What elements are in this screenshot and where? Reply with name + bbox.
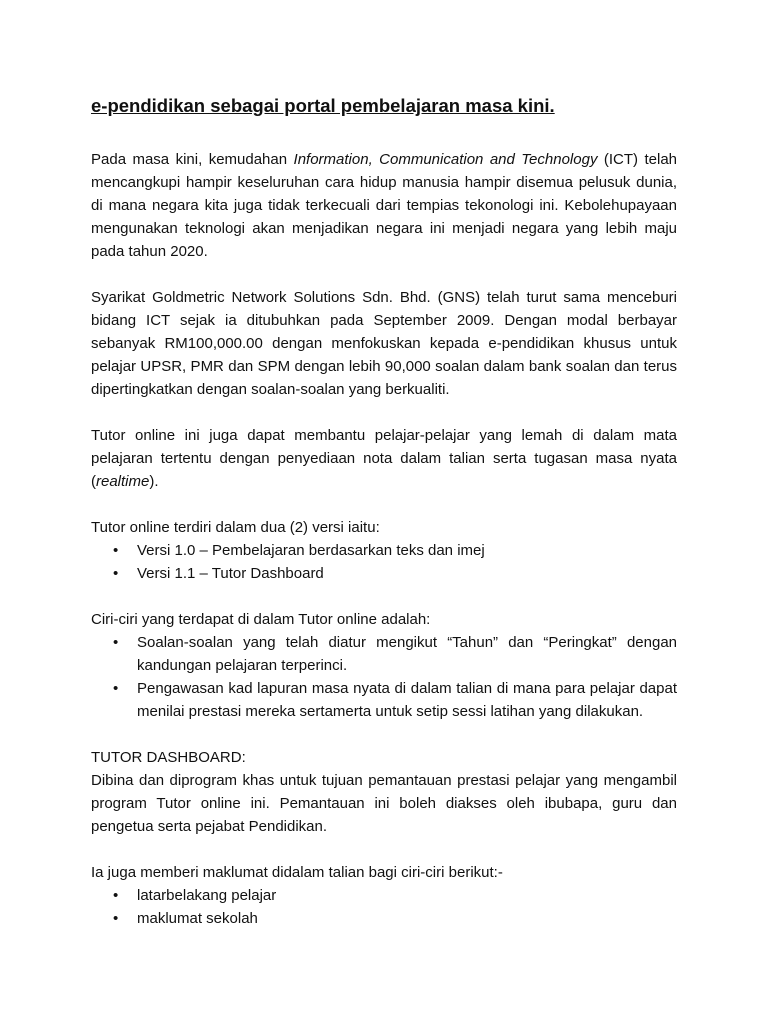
bullet-icon: • — [113, 680, 119, 697]
versions-list — [91, 539, 677, 585]
versions-intro: Tutor online terdiri dalam dua (2) versi iaitu: — [91, 519, 380, 536]
bullet-icon: • — [113, 634, 119, 651]
realtime-italic-term: realtime — [96, 473, 150, 490]
list-item: • Pengawasan kad lapuran masa nyata di dalam talian di mana para pelajar dapat menilai prestasi mereka sertamerta untuk setip sessi latihan yang dilakukan. — [91, 677, 677, 723]
tutor-text-end: ). — [149, 473, 159, 490]
intro-text-start: Pada masa kini, kemudahan — [91, 151, 294, 168]
info-list — [91, 884, 677, 930]
info-intro: Ia juga memberi maklumat didalam talian bagi ciri-ciri berikut:- — [91, 864, 503, 881]
intro-text-end: (ICT) telah mencangkupi hampir keseluruhan cara hidup manusia hampir disemua pelusuk dunia, di mana negara kita juga tidak terkecuali dari tempias tekonologi ini. Kebolehupayaan mengunakan teknologi akan menjadikan negara ini menjadi negara yang lebih maju pada tahun 2020. — [91, 151, 678, 260]
tutor-paragraph — [91, 424, 677, 493]
bullet-icon: • — [113, 887, 119, 904]
dashboard-heading: TUTOR DASHBOARD: — [91, 749, 246, 766]
dashboard-paragraph: Dibina dan diprogram khas untuk tujuan pemantauan prestasi pelajar yang mengambil program Tutor online ini. Pemantauan ini boleh diakses oleh ibubapa, guru dan pengetua serta pejabat Pendidikan. — [91, 772, 677, 835]
list-item: • Versi 1.0 – Pembelajaran berdasarkan teks dan imej — [91, 539, 677, 562]
intro-paragraph — [91, 148, 677, 263]
list-item: • latarbelakang pelajar — [91, 884, 677, 907]
document-title: e-pendidikan sebagai portal pembelajaran masa kini. — [91, 95, 555, 116]
features-intro: Ciri-ciri yang terdapat di dalam Tutor online adalah: — [91, 611, 431, 628]
bullet-icon: • — [113, 565, 119, 582]
list-item: • Versi 1.1 – Tutor Dashboard — [91, 562, 677, 585]
company-paragraph: Syarikat Goldmetric Network Solutions Sdn. Bhd. (GNS) telah turut sama menceburi bidang ICT sejak ia ditubuhkan pada September 2009. Dengan modal berbayar sebanyak RM100,000.00 dengan menfokuskan kepada e-pendidikan khusus untuk pelajar UPSR, PMR dan SPM dengan lebih 90,000 soalan dalam bank soalan dan terus dipertingkatkan dengan soalan-soalan yang berkualiti. — [91, 289, 677, 398]
features-list — [91, 631, 677, 723]
list-item: • Soalan-soalan yang telah diatur mengikut “Tahun” dan “Peringkat” dengan kandungan pelajaran terperinci. — [91, 631, 677, 677]
document-page — [91, 94, 677, 953]
bullet-icon: • — [113, 910, 119, 927]
bullet-icon: • — [113, 542, 119, 559]
list-item: • maklumat sekolah — [91, 907, 677, 930]
tutor-text-start: Tutor online ini juga dapat membantu pelajar-pelajar yang lemah di dalam mata pelajaran tertentu dengan penyediaan nota dalam talian serta tugasan masa nyata ( — [91, 427, 677, 490]
ict-italic-term: Information, Communication and Technology — [293, 151, 598, 168]
